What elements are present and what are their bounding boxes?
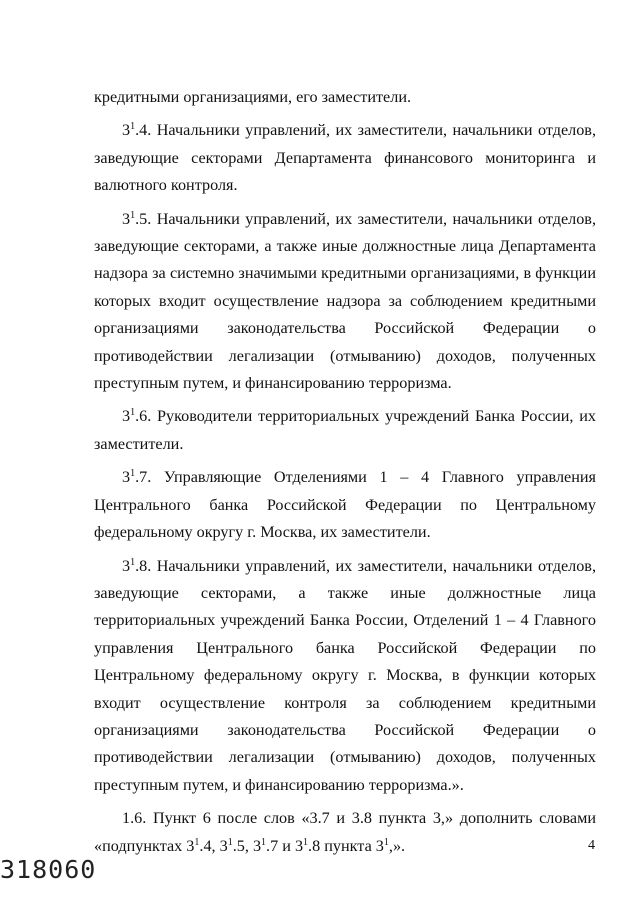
paragraph-text: .7. Управляющие Отделениями 1 – 4 Главного управления Центрального банка Российской Федерации по Центральному федеральному округу г. Москва, их заместители. (94, 468, 596, 542)
superscript: 1 (303, 836, 309, 848)
superscript: 1 (383, 836, 389, 848)
paragraph-3-1-6 (94, 403, 596, 458)
paragraph-3-1-5 (94, 206, 596, 398)
paragraph-text: .7 и 3 (266, 836, 304, 855)
paragraph-3-1-8 (94, 553, 596, 800)
superscript: 1 (130, 209, 136, 221)
paragraph-text: ,». (388, 836, 406, 855)
paragraph-text: .5. Начальники управлений, их заместители, начальники отделов, заведующие секторами, а также иные должностные лица Департамента надзора за системно значимыми кредитными организациями, в функции которых входит осуществление надзора за соблюдением кредитными организациями законодательства Российской Федерации о противодействии легализации (отмыванию) доходов, полученных преступным путем, и финансированию терроризма. (94, 209, 596, 393)
paragraph-text: .8. Начальники управлений, их заместители, начальники отделов, заведующие секторами, а также иные должностные лица территориальных учреждений Банка России, Отделений 1 – 4 Главного управления Центрального банка Российской Федерации по Центральному федеральному округу г. Москва, в функции которых входит осуществление контроля за соблюдением кредитными организациями законодательства Российской Федерации о противодействии легализации (отмыванию) доходов, полученных преступным путем, и финансированию терроризма.». (94, 556, 596, 794)
superscript: 1 (130, 407, 136, 419)
item-number: 3 (122, 468, 131, 487)
superscript: 1 (130, 468, 136, 480)
paragraph-text: .6. Руководители территориальных учреждений Банка России, их заместители. (94, 407, 596, 453)
paragraph-3-1-4 (94, 117, 596, 199)
superscript: 1 (194, 836, 200, 848)
paragraph-text: .8 пункта 3 (308, 836, 384, 855)
item-number: 3 (122, 121, 131, 140)
superscript: 1 (130, 121, 136, 133)
superscript: 1 (261, 836, 267, 848)
item-number: 3 (122, 209, 131, 228)
page-number: 4 (588, 838, 595, 853)
paragraph-text: .4, 3 (199, 836, 228, 855)
paragraph-3-1-7 (94, 464, 596, 546)
item-number: 3 (122, 556, 131, 575)
paragraph-text: кредитными организациями, его заместители. (94, 88, 412, 106)
paragraph-text: .4. Начальники управлений, их заместители, начальники отделов, заведующие секторами Департамента финансового мониторинга и валютного контроля. (94, 121, 596, 195)
document-code: 318060 (0, 855, 97, 884)
paragraph-continuation (94, 84, 596, 111)
paragraph-text: 1.6. Пункт 6 после слов «3.7 и 3.8 пункта 3,» дополнить словами «подпунктах 3 (94, 809, 596, 855)
paragraph-1-6 (94, 805, 596, 860)
item-number: 3 (122, 407, 131, 426)
superscript: 1 (227, 836, 233, 848)
superscript: 1 (130, 556, 136, 568)
paragraph-text: .5, 3 (232, 836, 262, 855)
document-body (94, 84, 596, 866)
